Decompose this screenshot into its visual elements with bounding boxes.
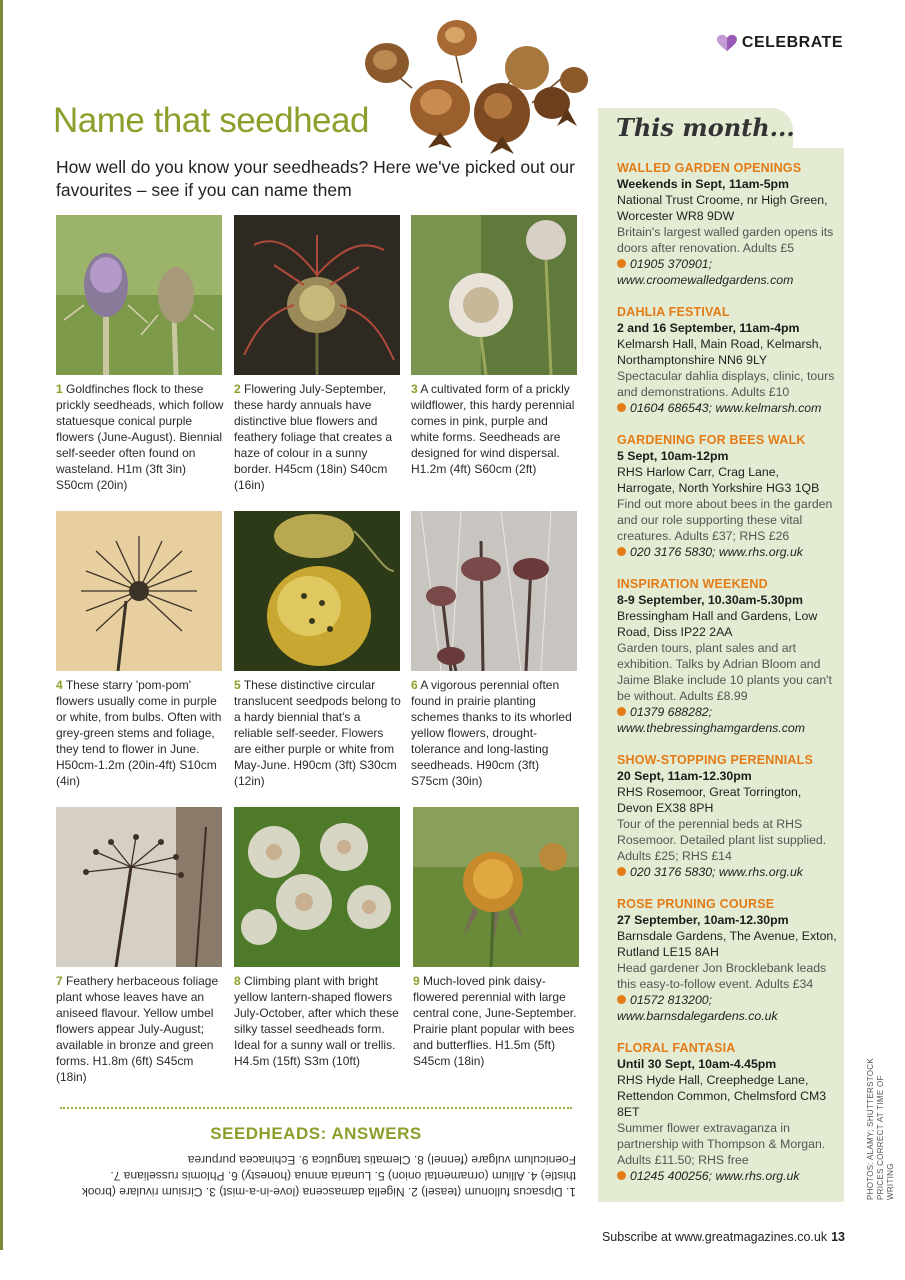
event-venue: Barnsdale Gardens, The Avenue, Exton, Rutland LE15 8AH [617,929,837,959]
event-title: ROSE PRUNING COURSE [617,897,775,911]
event-description: Britain's largest walled garden opens its doors after renovation. Adults £5 [617,225,834,255]
event-contact: 01572 813200; www.barnsdalegardens.co.uk [617,993,778,1023]
event-title: DAHLIA FESTIVAL [617,305,730,319]
photo-credit [866,1040,896,1200]
card-description: Much-loved pink daisy-flowered perennial with large central cone, June-September. Prairie plant popular with bees and butterflies. H1.5m (5ft) S45cm (18in) [413,974,577,1068]
card-description: Flowering July-September, these hardy annuals have distinctive blue flowers and feathery foliage that creates a haze of colour in a sunny border. H45cm (18in) S40cm (16in) [234,382,393,492]
prices-note-line: PRICES CORRECT AT TIME OF WRITING [876,1075,895,1200]
bullet-icon [617,867,626,876]
card-number: 4 [56,678,63,692]
card-description: Goldfinches flock to these prickly seedheads, which follow statuesque conical purple flowers (June-August). Biennial self-seeder often found on wasteland. H1m (3ft 3in) S50cm (20in) [56,382,224,492]
card-description: These starry 'pom-pom' flowers usually come in purple or white, from bulbs. Often with grey-green stems and foliage, they tend to flower in June. H50cm-1.2m (20in-4ft) S10cm (4in) [56,678,222,788]
teasel-photo [56,215,222,375]
event-contact: 020 3176 5830; www.rhs.org.uk [630,545,803,559]
event-date: 2 and 16 September, 11am-4pm [617,321,800,335]
card-description: Feathery herbaceous foliage plant whose leaves have an aniseed flavour. Yellow umbel flowers appear July-August; available in bronze and green forms. H1.8m (6ft) S45cm (18in) [56,974,219,1084]
event-date: 5 Sept, 10am-12pm [617,449,729,463]
events-list [617,160,839,1200]
card-number: 2 [234,382,241,396]
event-item [617,432,839,560]
event-description: Summer flower extravaganza in partnership with Thompson & Morgan. Adults £11.50; RHS free [617,1121,826,1167]
card-number: 6 [411,678,418,692]
card-number: 7 [56,974,63,988]
bullet-icon [617,403,626,412]
event-title: SHOW-STOPPING PERENNIALS [617,753,814,767]
seedhead-card-2 [234,215,402,493]
event-item [617,160,839,288]
event-item [617,896,839,1024]
intro-text: How well do you know your seedheads? Here we've picked out our favourites – see if you can name them [56,157,575,200]
section-label-text: CELEBRATE [741,34,843,51]
card-number: 3 [411,382,418,396]
allium-photo [56,511,222,671]
seedhead-card-9 [413,807,581,1069]
left-edge-bar [0,0,3,1250]
sidebar-title: This month... [616,113,795,142]
card-description: A cultivated form of a prickly wildflower, this hardy perennial comes in pink, purple and white forms. Seedheads are designed for wind dispersal. H1.2m (4ft) S60cm (2ft) [411,382,575,476]
event-item [617,752,839,880]
bullet-icon [617,1171,626,1180]
section-label [716,34,843,52]
clematis-photo [234,807,400,967]
fennel-photo [56,807,222,967]
page-title: Name that seedhead [53,101,369,140]
event-title: GARDENING FOR BEES WALK [617,433,806,447]
bullet-icon [617,547,626,556]
honesty-photo [234,511,400,671]
seedhead-card-5 [234,511,402,789]
card-number: 5 [234,678,241,692]
event-item [617,1040,839,1184]
card-number: 1 [56,382,63,396]
seedhead-card-7 [56,807,224,1085]
event-contact: 01379 688282; www.thebressinghamgardens.com [617,705,805,735]
event-venue: National Trust Croome, nr High Green, Worcester WR8 9DW [617,193,828,223]
card-description: These distinctive circular translucent seedpods belong to a hardy biennial that's a reliable self-seeder. Flowers are either purple or white from May-June. H90cm (3ft) S30cm (12in) [234,678,401,788]
bullet-icon [617,707,626,716]
page-number: 13 [831,1230,845,1244]
event-venue: RHS Rosemoor, Great Torrington, Devon EX38 8PH [617,785,802,815]
seedhead-card-1 [56,215,224,493]
answers-text: 1. Dipsacus fullonum (teasel) 2. Nigella damascena (love-in-a-mist) 3. Cirsium rivulare (brook thistle) 4. Allium (ornamental onion) 5. Lunaria annua (honesty) 6. Phlomis russeliana 7. Foeniculum vulgare (fennel) 8. Clematis tangutica 9. Echinacea purpurea [81,1153,576,1199]
card-description: A vigorous perennial often found in prairie planting schemes thanks to its whorled yellow flowers, drought-tolerance and long-lasting seedheads. H90cm (3ft) S75cm (30in) [411,678,572,788]
event-contact: 01604 686543; www.kelmarsh.com [630,401,822,415]
subscribe-link[interactable]: Subscribe at www.greatmagazines.co.uk [601,1230,828,1244]
event-date: Until 30 Sept, 10am-4.45pm [617,1057,777,1071]
seedhead-card-3 [411,215,579,477]
event-venue: Bressingham Hall and Gardens, Low Road, Diss IP22 2AA [617,609,818,639]
event-date: 27 September, 10am-12.30pm [617,913,789,927]
bullet-icon [617,259,626,268]
answers-heading: SEEDHEADS: ANSWERS [210,1124,422,1143]
card-description: Climbing plant with bright yellow lantern-shaped flowers July-October, after which these silky tassel seedheads form. Ideal for a sunny wall or trellis. H4.5m (15ft) S3m (10ft) [234,974,399,1068]
heart-icon [716,34,738,52]
event-description: Tour of the perennial beds at RHS Rosemoor. Detailed plant list supplied. Adults £25; RHS £14 [617,817,827,863]
event-venue: Kelmarsh Hall, Main Road, Kelmarsh, Northamptonshire NN6 9LY [617,337,823,367]
bullet-icon [617,995,626,1004]
event-venue: RHS Harlow Carr, Crag Lane, Harrogate, North Yorkshire HG3 1QB [617,465,820,495]
event-title: INSPIRATION WEEKEND [617,577,768,591]
event-title: WALLED GARDEN OPENINGS [617,161,802,175]
card-number: 8 [234,974,241,988]
event-item [617,304,839,416]
seedhead-card-8 [234,807,402,1069]
nigella-photo [234,215,400,375]
phlomis-photo [411,511,577,671]
event-title: FLORAL FANTASIA [617,1041,736,1055]
event-description: Garden tours, plant sales and art exhibition. Talks by Adrian Bloom and Jaime Blake include 10 plants you can't be without. Adults £8.99 [617,641,832,703]
event-date: Weekends in Sept, 11am-5pm [617,177,789,191]
card-number: 9 [413,974,420,988]
event-item [617,576,839,736]
answers-divider [60,1107,572,1109]
event-description: Spectacular dahlia displays, clinic, tours and demonstrations. Adults £10 [617,369,835,399]
seedhead-card-6 [411,511,579,789]
page-footer [602,1230,845,1244]
photo-credit-line: PHOTOS: ALAMY; SHUTTERSTOCK [866,1058,875,1200]
event-venue: RHS Hyde Hall, Creephedge Lane, Rettendon Common, Chelmsford CM3 8ET [617,1073,827,1119]
event-description: Find out more about bees in the garden and our role supporting these vital creatures. Adults £37; RHS £26 [617,497,833,543]
event-date: 20 Sept, 11am-12.30pm [617,769,752,783]
event-contact: 020 3176 5830; www.rhs.org.uk [630,865,803,879]
event-contact: 01905 370901; www.croomewalledgardens.com [617,257,794,287]
event-contact: 01245 400256; www.rhs.org.uk [630,1169,800,1183]
event-description: Head gardener Jon Brocklebank leads this easy-to-follow event. Adults £34 [617,961,827,991]
seedhead-card-4 [56,511,224,789]
echinacea-photo [413,807,579,967]
poppy-seedheads-image [352,8,600,158]
event-date: 8-9 September, 10.30am-5.30pm [617,593,803,607]
thistle-photo [411,215,577,375]
